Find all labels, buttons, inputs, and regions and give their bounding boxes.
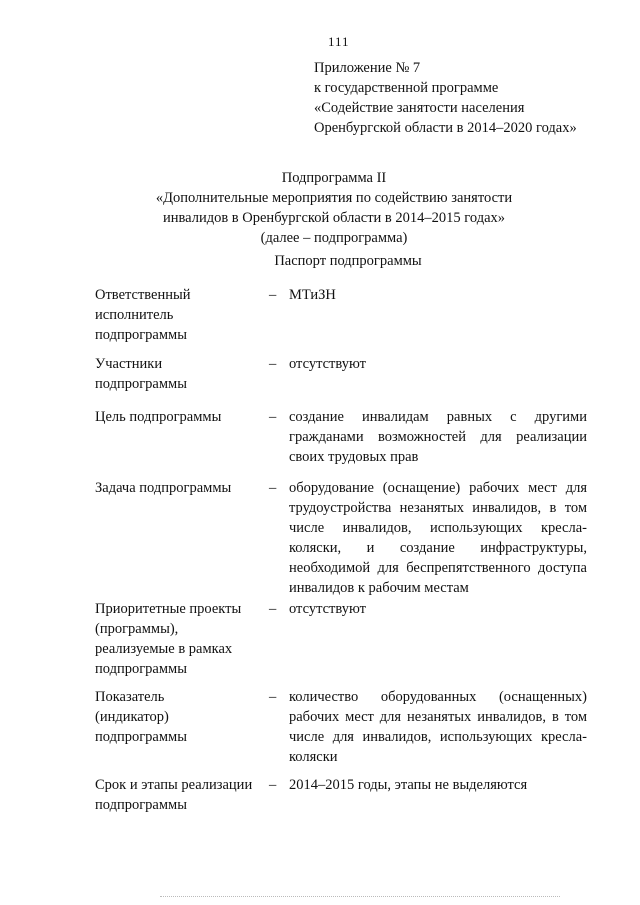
subprogram-title-line: (далее – подпрограмма) — [260, 230, 408, 246]
passport-row-label: Приоритетные проекты (программы), реализуемые в рамках подпрограммы — [95, 601, 242, 677]
passport-row-label: Показатель (индикатор) подпрограммы — [95, 689, 187, 745]
passport-row-dash: – — [269, 777, 277, 793]
passport-row-label: Задача подпрограммы — [95, 480, 232, 496]
passport-row-dash: – — [269, 480, 277, 496]
appendix-line: Приложение № 7 — [314, 60, 421, 76]
appendix-block — [314, 58, 577, 138]
subprogram-title-line: инвалидов в Оренбургской области в 2014–2015 годах» — [162, 210, 506, 226]
passport-row-label: Цель подпрограммы — [95, 409, 222, 425]
appendix-line: к государственной программе — [314, 80, 499, 96]
passport-row-dash: – — [269, 689, 277, 705]
passport-row-label: Участники подпрограммы — [95, 356, 187, 392]
page-number: 111 — [328, 34, 350, 49]
passport-row-value: оборудование (оснащение) рабочих мест для трудоустройства незанятых инвалидов, в том числе инвалидов, использующих кресла-коляски, и создание инфраструктуры, необходимой для беспрепятственного доступа инвалидов к рабочим местам — [289, 480, 587, 596]
passport-row-dash: – — [269, 601, 277, 617]
passport-row-dash: – — [269, 287, 277, 303]
passport-title: Паспорт подпрограммы — [274, 253, 422, 269]
appendix-line: Оренбургской области в 2014–2020 годах» — [314, 120, 577, 136]
passport-row-label: Срок и этапы реализации подпрограммы — [95, 777, 253, 813]
subprogram-title-line: «Дополнительные мероприятия по содействию занятости — [155, 190, 513, 206]
subprogram-title — [0, 168, 640, 248]
passport-row-value: отсутствуют — [289, 601, 366, 617]
passport-row-value: отсутствуют — [289, 356, 366, 372]
passport-row-label: Ответственный исполнитель подпрограммы — [95, 287, 191, 343]
subprogram-title-line: Подпрограмма II — [281, 170, 387, 186]
passport-row-dash: – — [269, 356, 277, 372]
passport-row-value: 2014–2015 годы, этапы не выделяются — [289, 777, 528, 793]
passport-row-dash: – — [269, 409, 277, 425]
passport-row-value: количество оборудованных (оснащенных) рабочих мест для незанятых инвалидов, в том числе для инвалидов, использующих кресла-коляски — [289, 689, 587, 765]
scan-artifact-line — [160, 896, 560, 899]
appendix-line: «Содействие занятости населения — [314, 100, 525, 116]
passport-row-value: МТиЗН — [289, 287, 336, 303]
passport-row-value: создание инвалидам равных с другими гражданами возможностей для реализации своих трудовых прав — [289, 409, 587, 465]
